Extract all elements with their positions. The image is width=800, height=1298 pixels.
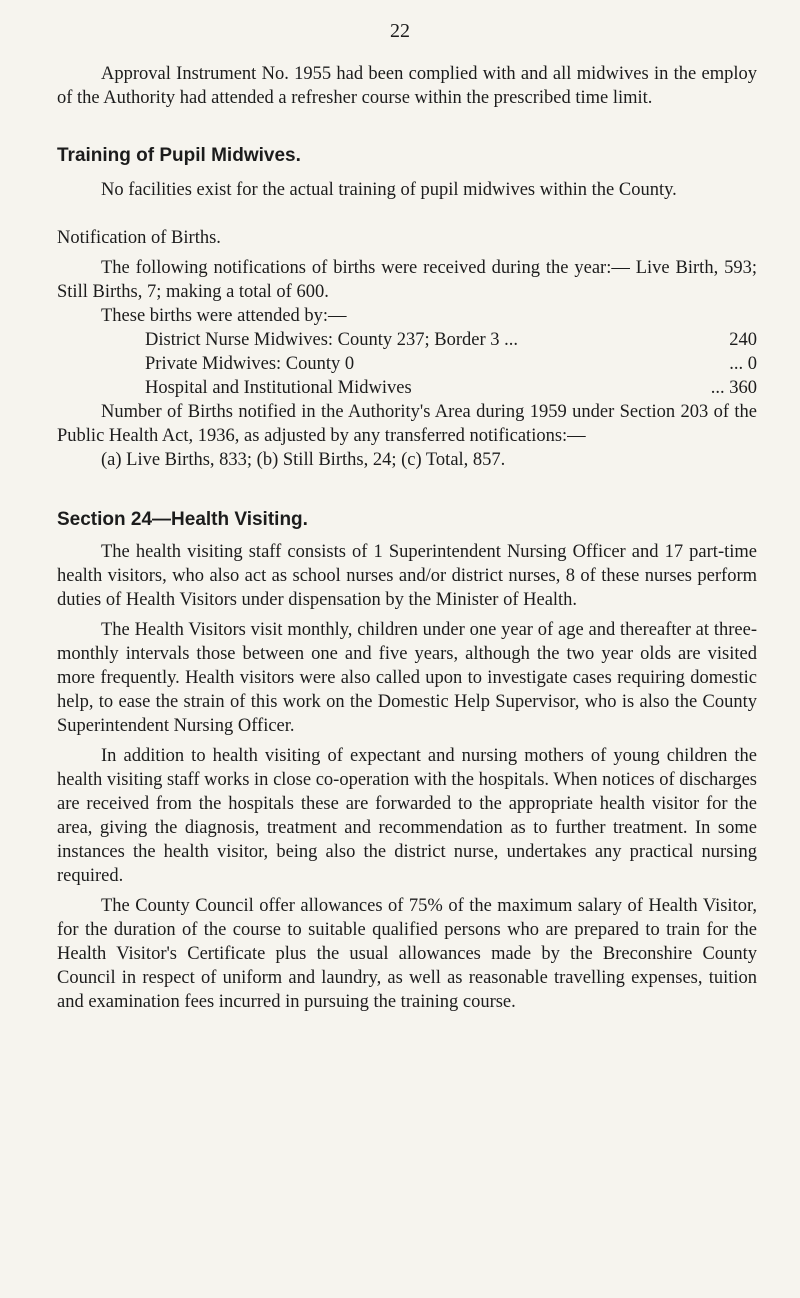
section24-paragraph: The health visiting staff consists of 1 Superintendent Nursing Officer and 17 part-time health visitors, who also act as school nurses and/or district nurses, 8 of these nurses perform duties of Health Visitors under dispensation by the Minister of Health. (57, 542, 757, 610)
attendance-label: District Nurse Midwives: County 237; Border 3 ... (145, 330, 519, 350)
attendance-row (57, 352, 757, 376)
page-content (57, 62, 757, 1014)
training-paragraph: No facilities exist for the actual training of pupil midwives within the County. (101, 180, 677, 200)
intro-paragraph: Approval Instrument No. 1955 had been complied with and all midwives in the employ of the Authority had attended a refresher course within the prescribed time limit. (57, 64, 757, 108)
notification-heading: Notification of Births. (57, 228, 221, 248)
attendance-label: Private Midwives: County 0 (145, 354, 355, 374)
page-number: 22 (390, 20, 410, 42)
training-heading: Training of Pupil Midwives. (57, 145, 301, 166)
attendance-row (57, 328, 757, 352)
section24-paragraph: The Health Visitors visit monthly, children under one year of age and thereafter at three-monthly intervals those between one and five years, although the two year olds are visited more frequently. Health visitors were also called upon to investigate cases requiring domestic help, to ease the strain of this work on the Domestic Help Supervisor, who is also the County Superintendent Nursing Officer. (57, 620, 757, 736)
attendance-row (57, 376, 757, 400)
attendance-label: Hospital and Institutional Midwives (145, 378, 412, 398)
attendance-value: ... 0 (729, 354, 757, 374)
section24-paragraph: In addition to health visiting of expectant and nursing mothers of young children the health visiting staff works in close co-operation with the hospitals. When notices of discharges are received from the hospitals these are forwarded to the appropriate health visitor for the area, giving the diagnosis, treatment and recommendation as to further treatment. In some instances the health visitor, being also the district nurse, undertakes any practical nursing required. (57, 746, 757, 886)
attendance-value: 240 (729, 330, 757, 350)
adjusted-births-paragraph: Number of Births notified in the Authority's Area during 1959 under Section 203 of the Public Health Act, 1936, as adjusted by any transferred notifications:— (57, 402, 757, 446)
adjusted-births-values: (a) Live Births, 833; (b) Still Births, 24; (c) Total, 857. (101, 450, 506, 470)
section24-paragraph: The County Council offer allowances of 75% of the maximum salary of Health Visitor, for the duration of the course to suitable qualified persons who are prepared to train for the Health Visitor's Certificate plus the usual allowances made by the Breconshire County Council in respect of uniform and laundry, as well as reasonable travelling expenses, tuition and examination fees incurred in pursuing the training course. (57, 896, 757, 1012)
attended-intro: These births were attended by:— (101, 306, 347, 326)
notification-paragraph: The following notifications of births were received during the year:— Live Birth, 593; Still Births, 7; making a total of 600. (57, 258, 757, 302)
attendance-value: ... 360 (710, 378, 757, 398)
section24-heading: Section 24—Health Visiting. (57, 509, 308, 530)
attendance-list (57, 328, 757, 400)
